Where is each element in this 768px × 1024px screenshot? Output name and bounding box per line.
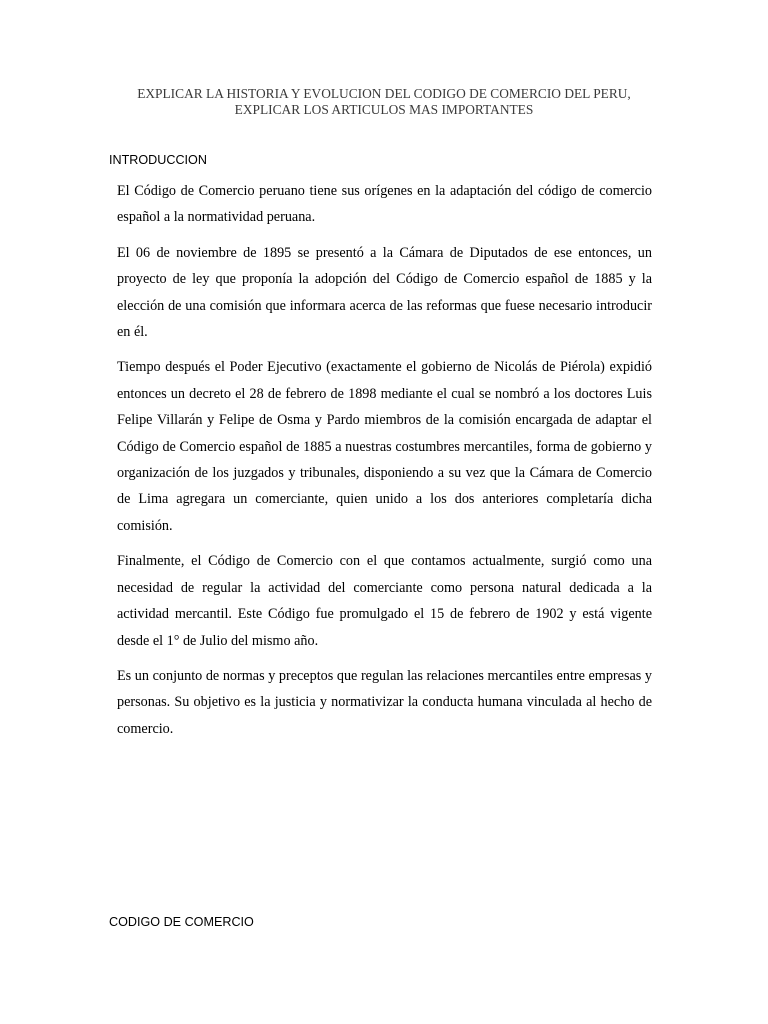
paragraph-5: Es un conjunto de normas y preceptos que regulan las relaciones mercantiles entre empresas y personas. Su objetivo es la justicia y normativizar la conducta humana vinculada al hecho de comercio. — [117, 667, 652, 737]
document-title-line-1: EXPLICAR LA HISTORIA Y EVOLUCION DEL CODIGO DE COMERCIO DEL PERU, — [137, 86, 631, 101]
introduction-heading: INTRODUCCION — [109, 153, 207, 167]
document-title — [60, 86, 708, 118]
paragraph-3: Tiempo después el Poder Ejecutivo (exactamente el gobierno de Nicolás de Piérola) expidió entonces un decreto el 28 de febrero de 1898 mediante el cual se nombró a los doctores Luis Felipe Villarán y Felipe de Osma y Pardo miembros de la comisión encargada de adaptar el Código de Comercio español de 1885 a nuestras costumbres mercantiles, forma de gobierno y organización de los juzgados y tribunales, disponiendo a su vez que la Cámara de Comercio de Lima agregara un comerciante, quien unido a los dos anteriores completaría dicha comisión. — [117, 359, 652, 534]
introduction-body — [117, 178, 652, 751]
codigo-de-comercio-heading: CODIGO DE COMERCIO — [109, 915, 254, 929]
paragraph-1: El Código de Comercio peruano tiene sus orígenes en la adaptación del código de comercio español a la normatividad peruana. — [117, 183, 652, 226]
paragraph-2: El 06 de noviembre de 1895 se presentó a la Cámara de Diputados de ese entonces, un proyecto de ley que proponía la adopción del Código de Comercio español de 1885 y la elección de una comisión que informara acerca de las reformas que fuese necesario introducir en él. — [117, 244, 652, 341]
paragraph-4: Finalmente, el Código de Comercio con el que contamos actualmente, surgió como una necesidad de regular la actividad del comerciante como persona natural dedicada a la actividad mercantil. Este Código fue promulgado el 15 de febrero de 1902 y está vigente desde el 1° de Julio del mismo año. — [117, 553, 652, 649]
document-title-line-2: EXPLICAR LOS ARTICULOS MAS IMPORTANTES — [234, 102, 534, 117]
